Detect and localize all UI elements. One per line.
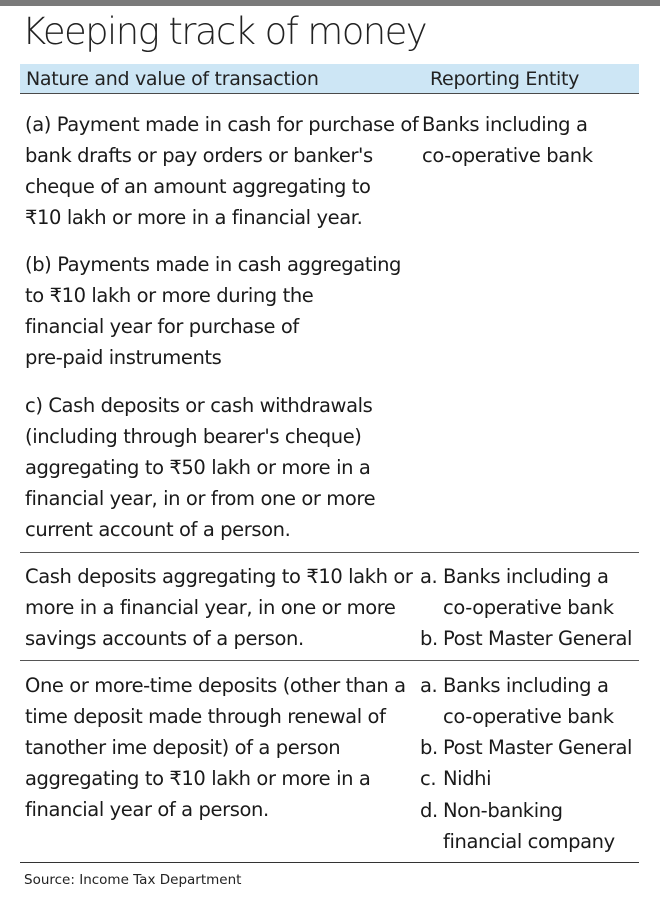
entity-label: d.	[420, 799, 438, 822]
text-line: financial year of a person.	[25, 798, 269, 821]
text-line: aggregating to ₹50 lakh or more in a	[25, 456, 371, 479]
text-line: Post Master General	[443, 627, 633, 650]
text-line: Post Master General	[443, 736, 633, 759]
table-header	[20, 64, 639, 94]
entity-label: a.	[420, 565, 438, 588]
entity-item	[420, 670, 442, 701]
text-line: cheque of an amount aggregating to	[25, 175, 371, 198]
text-line: ₹10 lakh or more in a financial year.	[25, 206, 363, 229]
text-line: Cash deposits aggregating to ₹10 lakh or	[25, 565, 413, 588]
entity-item	[420, 763, 442, 794]
entity-item	[420, 561, 442, 592]
text-line: Nidhi	[443, 767, 492, 790]
text-line: savings accounts of a person.	[25, 627, 304, 650]
entity-label: b.	[420, 627, 438, 650]
source-note: Source: Income Tax Department	[24, 872, 242, 888]
text-line: (a) Payment made in cash for purchase of	[25, 113, 419, 136]
row-divider	[20, 552, 639, 553]
text-line: co-operative bank	[443, 596, 614, 619]
text-line: financial year for purchase of	[25, 315, 299, 338]
entity-item	[420, 623, 442, 654]
text-line: more in a financial year, in one or more	[25, 596, 396, 619]
entity-item	[420, 732, 442, 763]
text-line: current account of a person.	[25, 518, 291, 541]
text-line: Banks including a	[443, 565, 609, 588]
header-reporting-entity: Reporting Entity	[430, 68, 580, 90]
text-line: financial company	[443, 830, 615, 853]
text-line: pre-paid instruments	[25, 346, 222, 369]
text-line: (including through bearer's cheque)	[25, 425, 362, 448]
header-transaction: Nature and value of transaction	[26, 68, 319, 90]
row-divider	[20, 660, 639, 661]
text-line: c) Cash deposits or cash withdrawals	[25, 394, 373, 417]
entity-item	[420, 795, 442, 826]
entity-label: a.	[420, 674, 438, 697]
text-line: time deposit made through renewal of	[25, 705, 386, 728]
text-line: bank drafts or pay orders or banker's	[25, 144, 373, 167]
entity-label: c.	[420, 767, 437, 790]
text-line: tanother ime deposit) of a person	[25, 736, 341, 759]
top-rule	[0, 0, 660, 6]
text-line: to ₹10 lakh or more during the	[25, 284, 314, 307]
entity-label: b.	[420, 736, 438, 759]
text-line: co-operative bank	[443, 705, 614, 728]
text-line: Non-banking	[443, 799, 563, 822]
page-title: Keeping track of money	[22, 10, 427, 53]
text-line: Banks including a	[443, 674, 609, 697]
text-line: aggregating to ₹10 lakh or more in a	[25, 767, 371, 790]
text-line: co-operative bank	[422, 144, 593, 167]
text-line: financial year, in or from one or more	[25, 487, 376, 510]
table-bottom-rule	[20, 862, 639, 863]
text-line: Banks including a	[422, 113, 588, 136]
text-line: (b) Payments made in cash aggregating	[25, 253, 402, 276]
text-line: One or more-time deposits (other than a	[25, 674, 406, 697]
